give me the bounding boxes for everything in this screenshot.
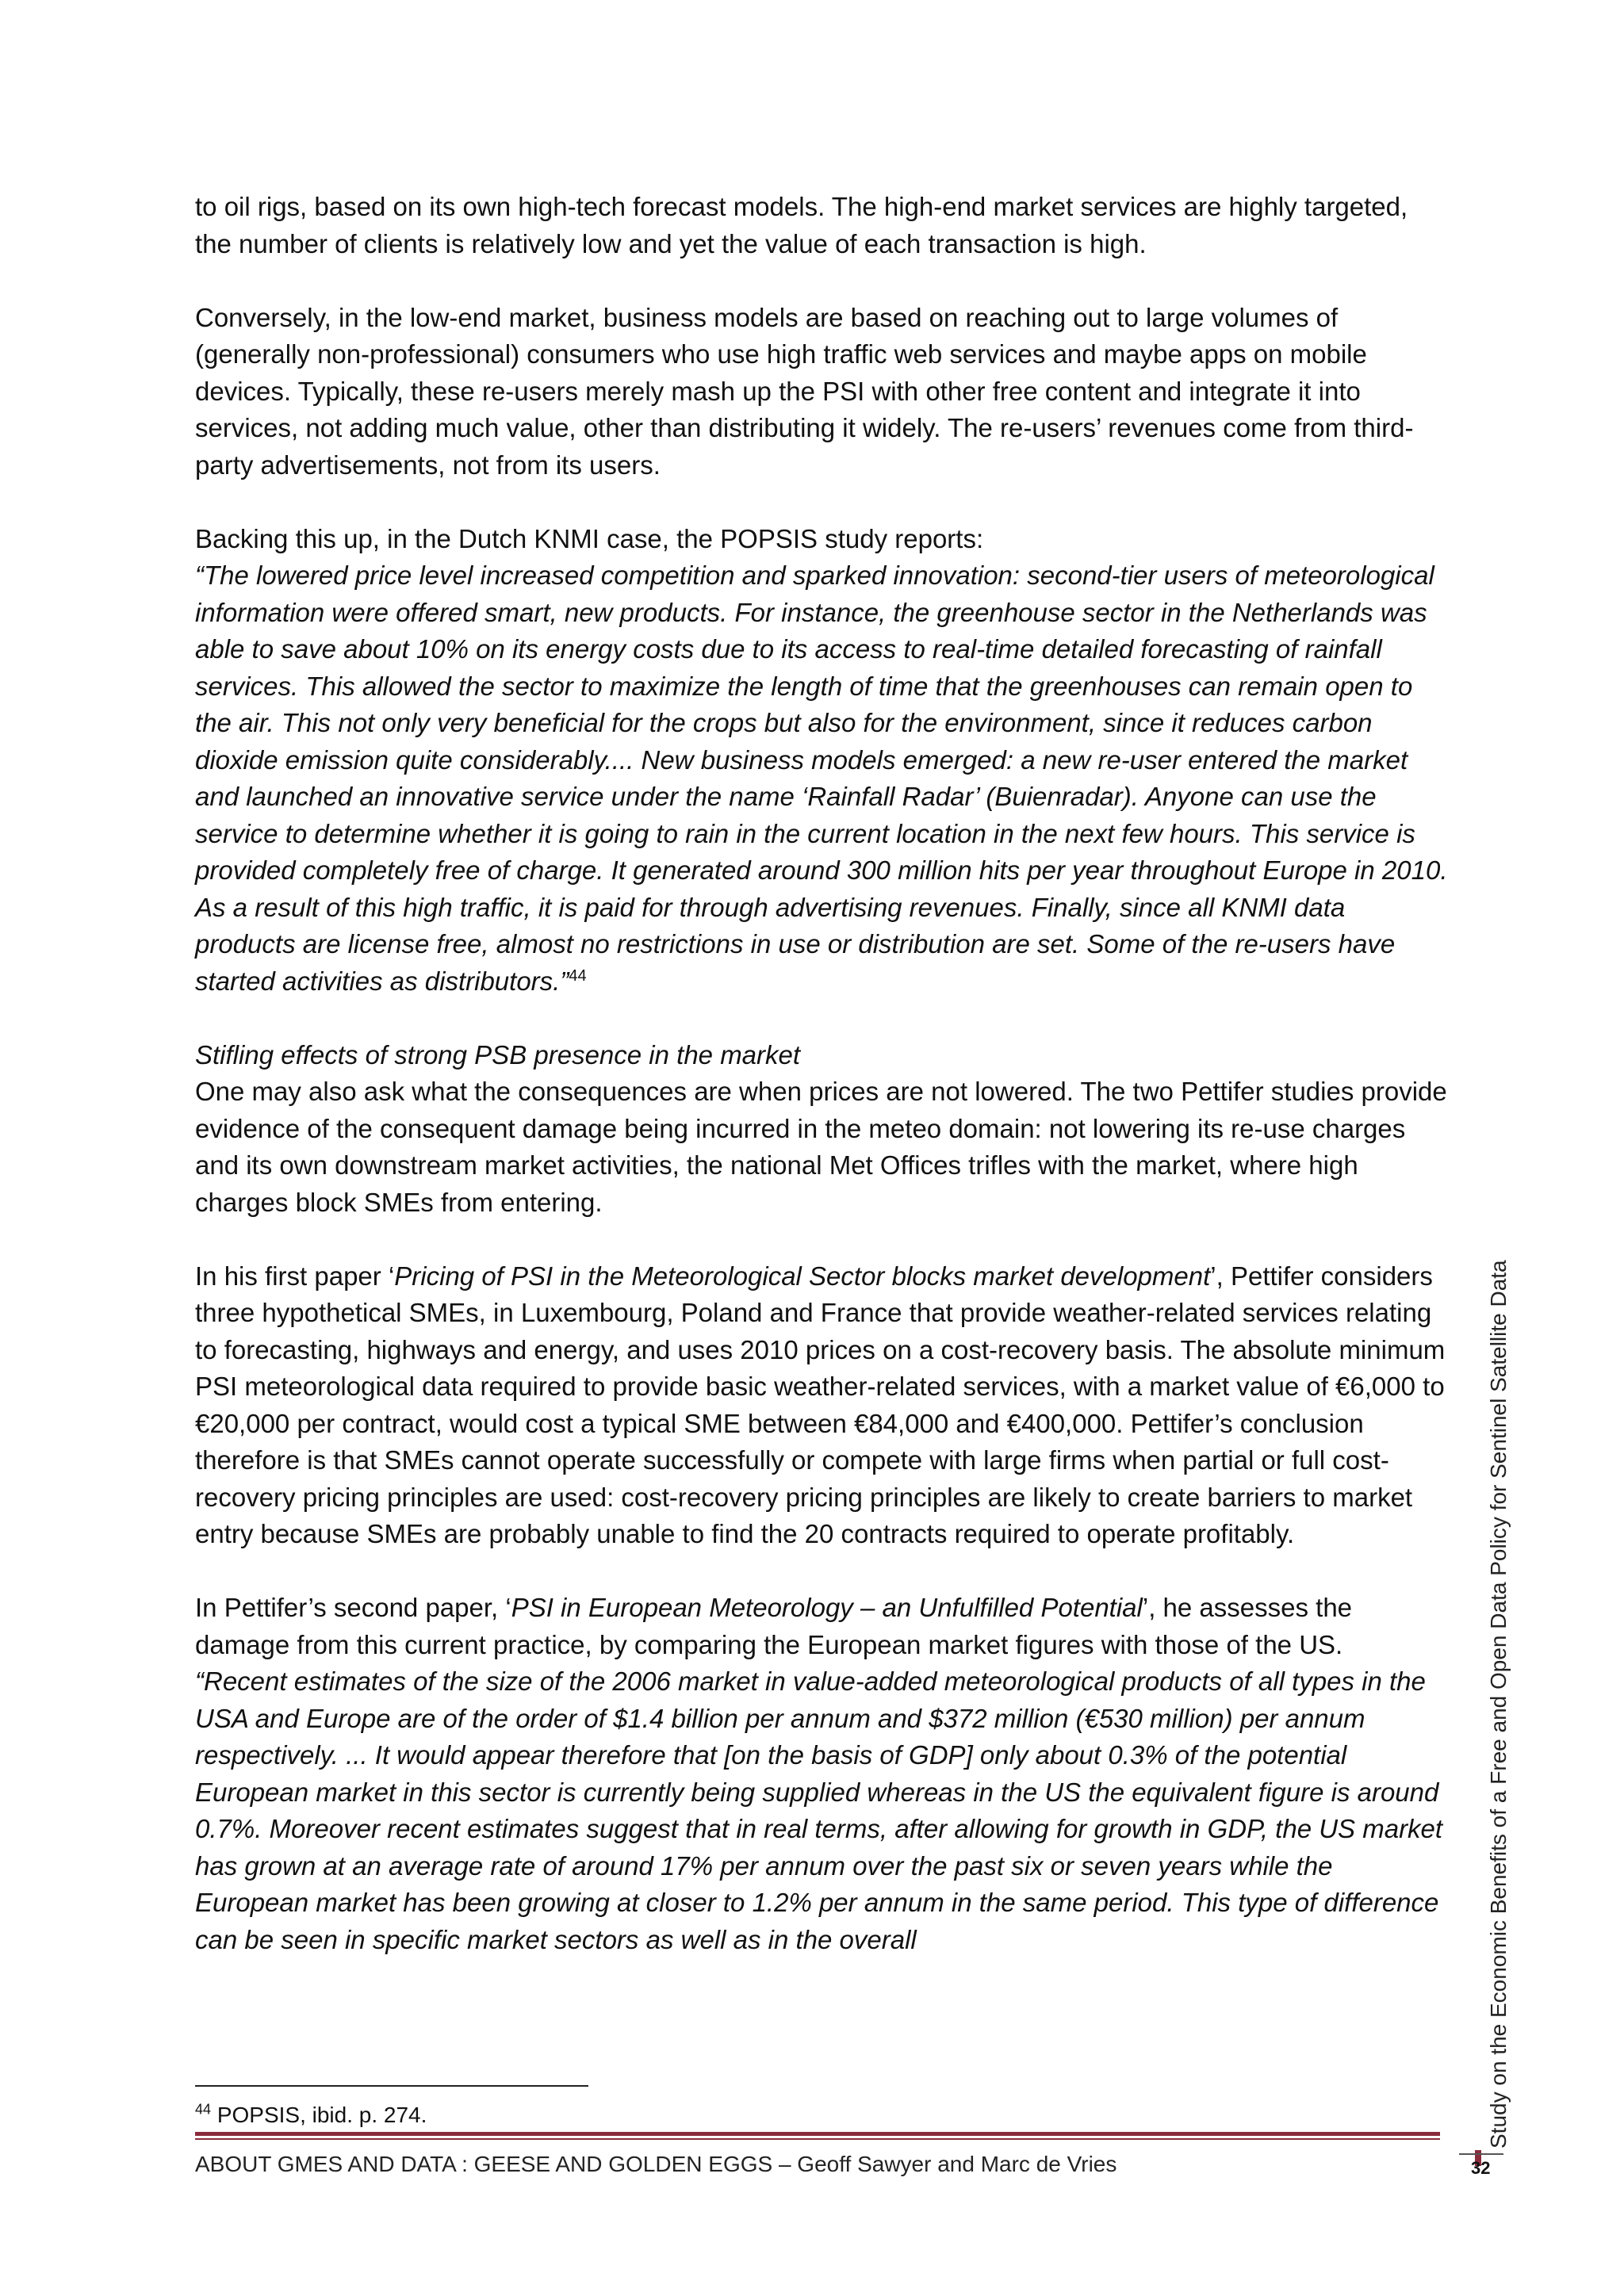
paragraph-1: to oil rigs, based on its own high-tech forecast models. The high-end market services are highly targeted, the number of clients is relatively low and yet the value of each transaction is high.: [195, 192, 1408, 258]
paragraph-3-intro: Backing this up, in the Dutch KNMI case, the POPSIS study reports:: [195, 523, 984, 553]
footnote: [195, 2101, 427, 2130]
footnote-ref-44: 44: [569, 966, 587, 985]
page-number-divider: [1459, 2153, 1503, 2155]
footer-text: ABOUT GMES AND DATA : GEESE AND GOLDEN EGGS – Geoff Sawyer and Marc de Vries: [195, 2152, 1117, 2176]
paragraph-4-text: One may also ask what the consequences are when prices are not lowered. The two Pettifer studies provide evidence of the consequent damage being incurred in the meteo domain: not lowering its re-use charges and its own downstream market activities, the national Met Offices trifles with the market, where high charges block SMEs from entering.: [195, 1077, 1447, 1217]
page-number: 32: [1471, 2158, 1491, 2178]
paper-title-2: PSI in European Meteorology – an Unfulfilled Potential: [511, 1593, 1143, 1622]
body-text: [195, 189, 1448, 1958]
knmi-quote: “The lowered price level increased competition and sparked innovation: second-tier users of meteorological information were offered smart, new products. For instance, the greenhouse sector in the Netherlands was able to save about 10% on its energy costs due to its access to real-time detailed forecasting of rainfall services. This allowed the sector to maximize the length of time that the greenhouses can remain open to the air. This not only very beneficial for the crops but also for the environment, since it reduces carbon dioxide emission quite considerably.... New business models emerged: a new re-user entered the market and launched an innovative service under the name ‘Rainfall Radar’ (Buienradar). Anyone can use the service to determine whether it is going to rain in the current location in the next few hours. This service is provided completely free of charge. It generated around 300 million hits per year throughout Europe in 2010. As a result of this high traffic, it is paid for through advertising revenues. Finally, since all KNMI data products are license free, almost no restrictions in use or distribution are set. Some of the re-users have started activities as distributors.”: [195, 561, 1448, 996]
footer-divider-thin: [195, 2138, 1440, 2140]
paragraph-6: [195, 1590, 1448, 1958]
paper-title-1: Pricing of PSI in the Meteorological Sector blocks market development: [394, 1261, 1211, 1291]
paragraph-5-lead: In his first paper ‘: [195, 1261, 395, 1291]
pettifer-quote: “Recent estimates of the size of the 2006 market in value-added meteorological products of all types in the USA and Europe are of the order of $1.4 billion per annum and $372 million (€530 million) per annum respectively. ... It would appear therefore that [on the basis of GDP] only about 0.3% of the potential European market in this sector is currently being supplied whereas in the US the equivalent figure is around 0.7%. Moreover recent estimates suggest that in real terms, after allowing for growth in GDP, the US market has grown at an average rate of around 17% per annum over the past six or seven years while the European market has been growing at closer to 1.2% per annum in the same period. This type of difference can be seen in specific market sectors as well as in the overall: [195, 1667, 1443, 1954]
paragraph-3-quote: [195, 557, 1448, 1000]
footnote-number: 44: [195, 2101, 212, 2118]
paragraph-2: Conversely, in the low-end market, business models are based on reaching out to large volumes of (generally non-professional) consumers who use high traffic web services and maybe apps on mobile devices. Typically, these re-users merely mash up the PSI with other free content and integrate it into services, not adding much value, other than distributing it widely. The re-users’ revenues come from third-party advertisements, not from its users.: [195, 302, 1414, 480]
footer-divider-thick: [195, 2132, 1440, 2136]
paragraph-6-lead: In Pettifer’s second paper, ‘: [195, 1593, 511, 1622]
footnote-text: POPSIS, ibid. p. 274.: [216, 2103, 427, 2127]
paragraph-6-text: ’, he assesses the damage from this current practice, by comparing the European market figures with those of the US.: [195, 1593, 1353, 1659]
paragraph-5: [195, 1258, 1448, 1553]
section-heading: Stifling effects of strong PSB presence in the market: [195, 1039, 801, 1070]
paragraph-5-text: ’, Pettifer considers three hypothetical SMEs, in Luxembourg, Poland and France that provide weather-related services relating to forecasting, highways and energy, and uses 2010 prices on a cost-recovery basis. The absolute minimum PSI meteorological data required to provide basic weather-related services, with a market value of €6,000 to €20,000 per contract, would cost a typical SME between €84,000 and €400,000. Pettifer’s conclusion therefore is that SMEs cannot operate successfully or compete with large firms when partial or full cost-recovery pricing principles are used: cost-recovery pricing principles are likely to create barriers to market entry because SMEs are probably unable to find the 20 contracts required to operate profitably.: [195, 1261, 1446, 1548]
footnote-divider: [195, 2085, 588, 2087]
paragraph-4: [195, 1037, 1448, 1222]
side-study-title: Study on the Economic Benefits of a Free and Open Data Policy for Sentinel Satellite Data: [1486, 1260, 1511, 2149]
